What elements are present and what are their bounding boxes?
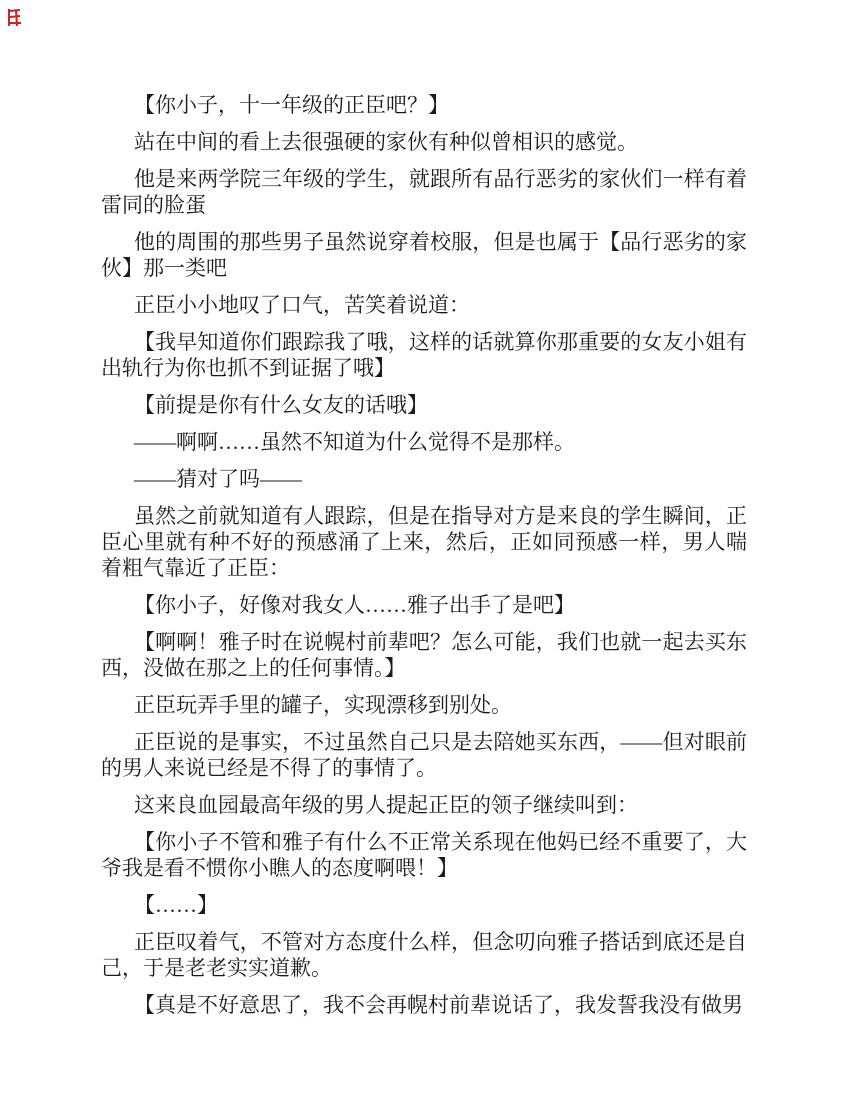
- paragraph: 这来良血园最高年级的男人提起正臣的领子继续叫到：: [134, 793, 638, 817]
- paragraph: 他的周围的那些男子虽然说穿着校服，但是也属于【品行恶劣的家伙】那一类吧: [101, 230, 747, 280]
- paragraph: 正臣玩弄手里的罐子，实现漂移到别处。: [134, 693, 512, 717]
- paragraph: 【……】: [134, 893, 218, 917]
- paragraph: 正臣说的是事实，不过虽然自己只是去陪她买东西，——但对眼前的男人来说已经是不得了的事情了。: [101, 730, 747, 780]
- paragraph: 虽然之前就知道有人跟踪，但是在指导对方是来良的学生瞬间，正臣心里就有种不好的预感涌了上来，然后，正如同预感一样，男人喘着粗气靠近了正臣：: [101, 504, 747, 580]
- text-column: [101, 92, 747, 1018]
- paragraph: 站在中间的看上去很强硬的家伙有种似曾相识的感觉。: [134, 130, 638, 154]
- paragraph: 【你小子不管和雅子有什么不正常关系现在他妈已经不重要了，大爷我是看不惯你小瞧人的态度啊喂！】: [101, 830, 747, 880]
- paragraph: ——啊啊……虽然不知道为什么觉得不是那样。: [134, 430, 575, 454]
- paragraph: 正臣小小地叹了口气，苦笑着说道：: [134, 293, 470, 317]
- paragraph: 【你小子，十一年级的正臣吧？】: [134, 93, 449, 117]
- paragraph: 他是来两学院三年级的学生，就跟所有品行恶劣的家伙们一样有着雷同的脸蛋: [101, 167, 747, 217]
- paragraph: 【啊啊！雅子时在说幌村前辈吧？怎么可能，我们也就一起去买东西，没做在那之上的任何事情。】: [101, 630, 747, 680]
- paragraph: 【前提是你有什么女友的话哦】: [134, 393, 428, 417]
- paragraph: 【真是不好意思了，我不会再幌村前辈说话了，我发誓我没有做男: [134, 993, 743, 1017]
- red-corner-mark: [7, 6, 22, 28]
- paragraph: ——猜对了吗——: [134, 467, 302, 491]
- paragraph: 【我早知道你们跟踪我了哦，这样的话就算你那重要的女友小姐有出轨行为你也抓不到证据了哦】: [101, 330, 747, 380]
- paragraph: 正臣叹着气，不管对方态度什么样，但念叨向雅子搭话到底还是自己，于是老老实实道歉。: [101, 930, 747, 980]
- paragraph: 【你小子，好像对我女人……雅子出手了是吧】: [134, 593, 575, 617]
